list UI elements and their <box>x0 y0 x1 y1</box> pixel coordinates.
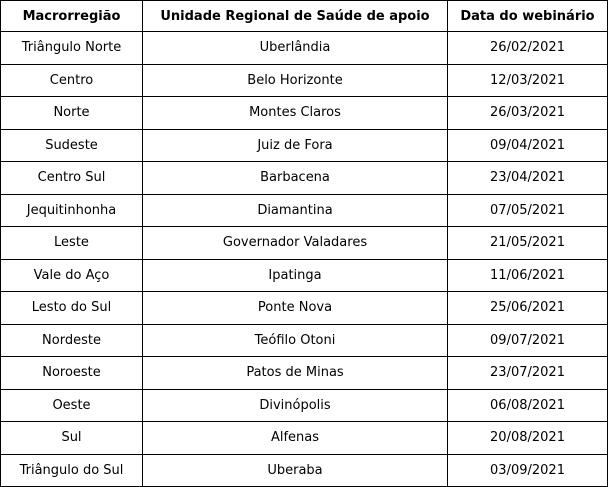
cell-macrorregiao: Lesto do Sul <box>1 292 143 325</box>
cell-unidade-regional: Alfenas <box>143 422 448 455</box>
cell-data-webinario: 07/05/2021 <box>448 194 608 227</box>
cell-unidade-regional: Uberaba <box>143 454 448 487</box>
cell-macrorregiao: Nordeste <box>1 324 143 357</box>
cell-unidade-regional: Teófilo Otoni <box>143 324 448 357</box>
table-row <box>1 324 608 357</box>
cell-unidade-regional: Montes Claros <box>143 97 448 130</box>
cell-data-webinario: 21/05/2021 <box>448 227 608 260</box>
header-macrorregiao: Macrorregião <box>1 1 143 32</box>
table-row <box>1 422 608 455</box>
cell-macrorregiao: Triângulo do Sul <box>1 454 143 487</box>
cell-unidade-regional: Diamantina <box>143 194 448 227</box>
cell-data-webinario: 03/09/2021 <box>448 454 608 487</box>
cell-macrorregiao: Oeste <box>1 389 143 422</box>
table-row <box>1 32 608 65</box>
cell-macrorregiao: Jequitinhonha <box>1 194 143 227</box>
table-row <box>1 227 608 260</box>
table-row <box>1 97 608 130</box>
header-data-webinario: Data do webinário <box>448 1 608 32</box>
cell-macrorregiao: Vale do Aço <box>1 259 143 292</box>
cell-data-webinario: 09/07/2021 <box>448 324 608 357</box>
cell-data-webinario: 11/06/2021 <box>448 259 608 292</box>
cell-unidade-regional: Governador Valadares <box>143 227 448 260</box>
cell-data-webinario: 26/02/2021 <box>448 32 608 65</box>
cell-unidade-regional: Barbacena <box>143 162 448 195</box>
table-row <box>1 389 608 422</box>
cell-data-webinario: 12/03/2021 <box>448 64 608 97</box>
cell-data-webinario: 06/08/2021 <box>448 389 608 422</box>
cell-data-webinario: 23/04/2021 <box>448 162 608 195</box>
header-row <box>1 1 608 32</box>
cell-data-webinario: 23/07/2021 <box>448 357 608 390</box>
header-unidade-regional: Unidade Regional de Saúde de apoio <box>143 1 448 32</box>
cell-unidade-regional: Ipatinga <box>143 259 448 292</box>
cell-data-webinario: 26/03/2021 <box>448 97 608 130</box>
table-row <box>1 162 608 195</box>
cell-macrorregiao: Sudeste <box>1 129 143 162</box>
cell-data-webinario: 25/06/2021 <box>448 292 608 325</box>
table-body <box>1 32 608 487</box>
table-header <box>1 1 608 32</box>
cell-data-webinario: 20/08/2021 <box>448 422 608 455</box>
table-row <box>1 292 608 325</box>
table-row <box>1 194 608 227</box>
cell-macrorregiao: Centro <box>1 64 143 97</box>
cell-macrorregiao: Triângulo Norte <box>1 32 143 65</box>
table-row <box>1 259 608 292</box>
cell-unidade-regional: Divinópolis <box>143 389 448 422</box>
cell-unidade-regional: Ponte Nova <box>143 292 448 325</box>
cell-macrorregiao: Norte <box>1 97 143 130</box>
cell-unidade-regional: Patos de Minas <box>143 357 448 390</box>
table-row <box>1 64 608 97</box>
table-row <box>1 454 608 487</box>
table-row <box>1 357 608 390</box>
cell-unidade-regional: Belo Horizonte <box>143 64 448 97</box>
cell-data-webinario: 09/04/2021 <box>448 129 608 162</box>
cell-macrorregiao: Noroeste <box>1 357 143 390</box>
cell-unidade-regional: Juiz de Fora <box>143 129 448 162</box>
cell-macrorregiao: Sul <box>1 422 143 455</box>
cell-unidade-regional: Uberlândia <box>143 32 448 65</box>
cell-macrorregiao: Centro Sul <box>1 162 143 195</box>
cell-macrorregiao: Leste <box>1 227 143 260</box>
table-row <box>1 129 608 162</box>
